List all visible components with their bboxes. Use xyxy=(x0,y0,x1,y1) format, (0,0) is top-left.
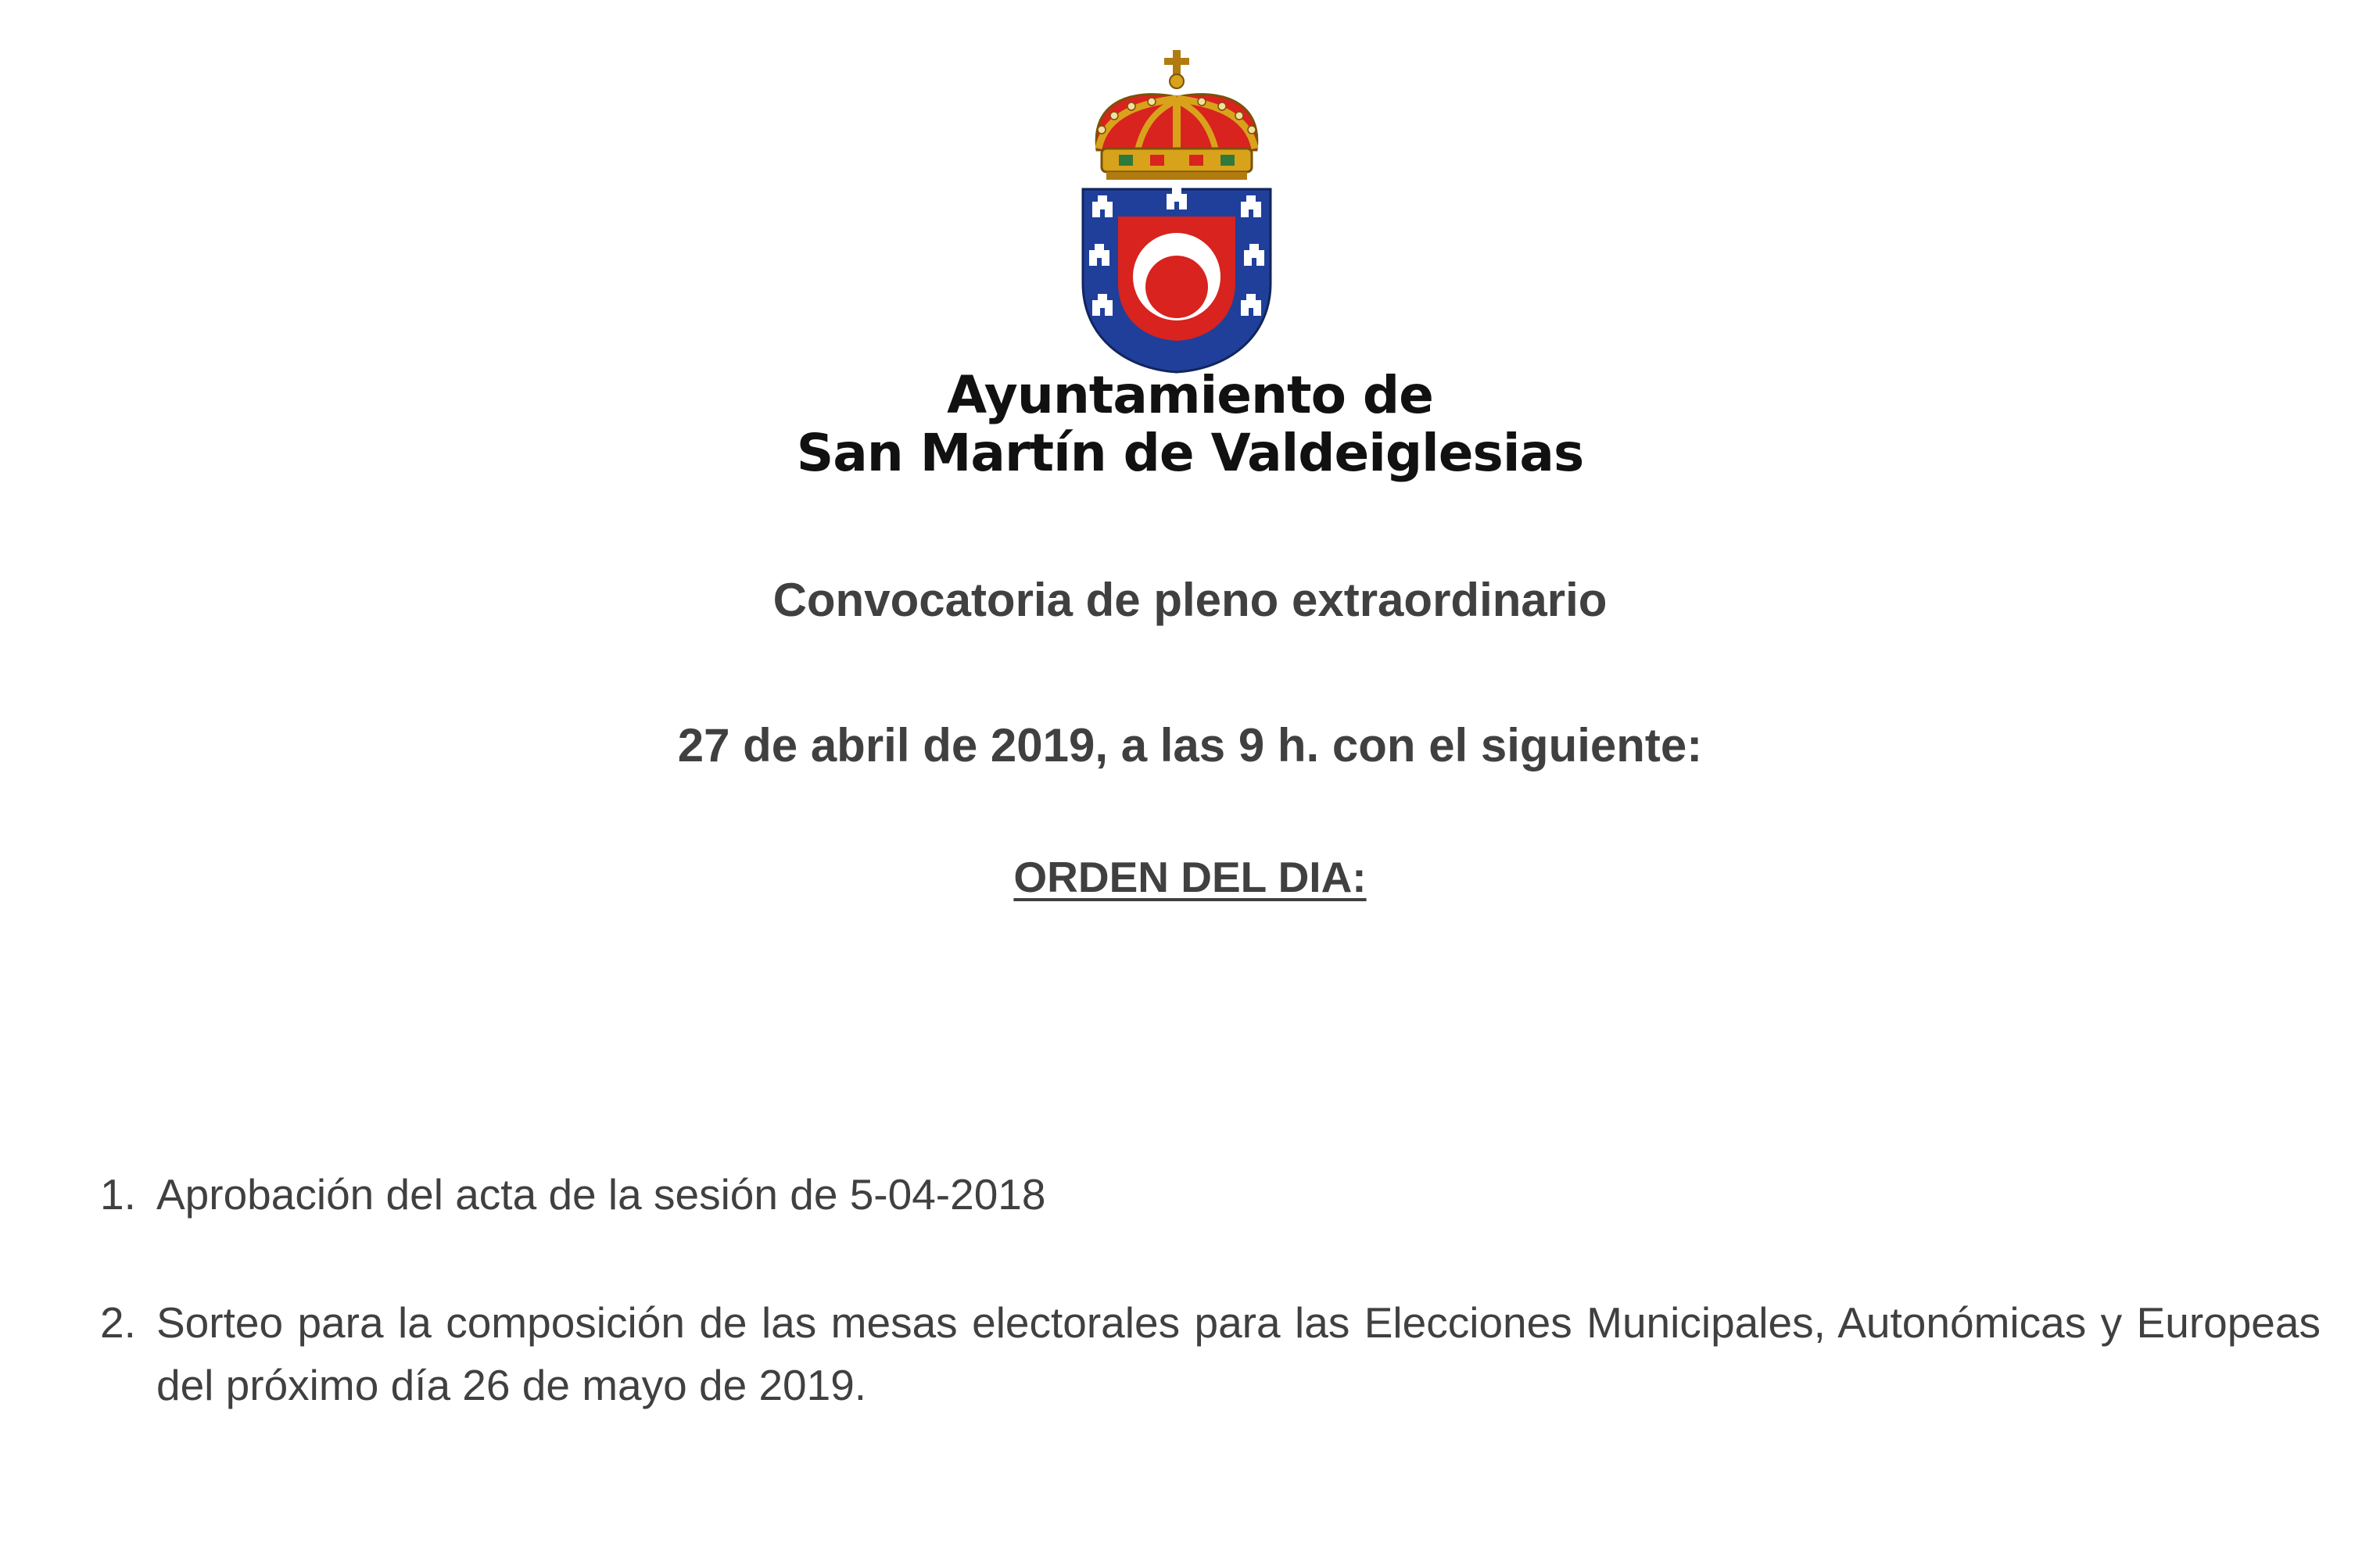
agenda-item-text: Aprobación del acta de la sesión de 5-04-2018 xyxy=(156,1170,1046,1219)
coat-of-arms-icon xyxy=(1075,48,1278,377)
agenda-item-text: Sorteo para la composición de las mesas electorales para las Elecciones Municipales, Autonómicas y Europeas del próximo día 26 de mayo de 2019. xyxy=(156,1298,2321,1409)
agenda-item xyxy=(100,1163,2321,1226)
organization-name-line-1: Ayuntamiento de xyxy=(947,365,1433,425)
meeting-date-line: 27 de abril de 2019, a las 9 h. con el siguiente: xyxy=(677,719,1703,771)
agenda-item-number: 2. xyxy=(100,1298,136,1347)
agenda-heading: ORDEN DEL DIA: xyxy=(1013,853,1367,901)
agenda-item-number: 1. xyxy=(100,1170,136,1219)
document-title: Convocatoria de pleno extraordinario xyxy=(772,574,1608,626)
agenda-item xyxy=(100,1291,2321,1416)
organization-name-line-2: San Martín de Valdeiglesias xyxy=(796,423,1584,483)
